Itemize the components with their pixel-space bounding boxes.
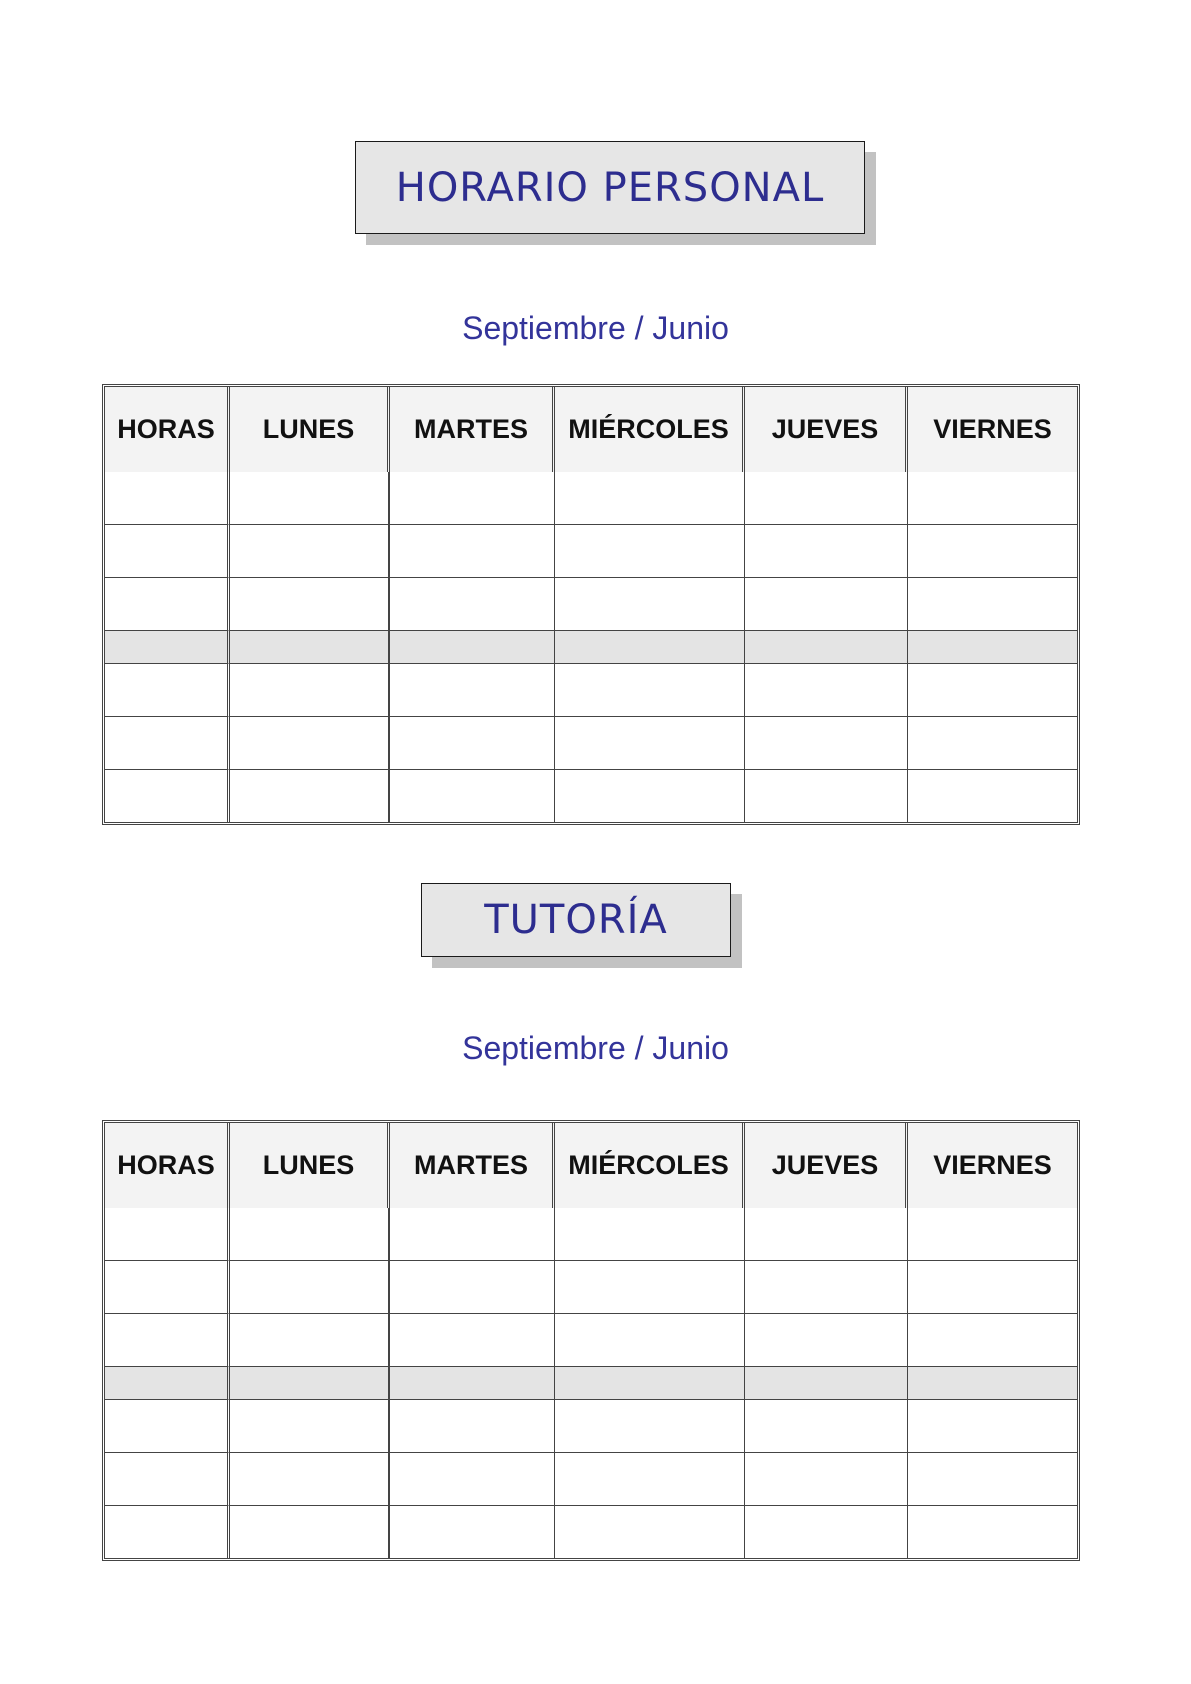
tutoria-period: Septiembre / Junio xyxy=(462,1030,729,1066)
horario-personal-table xyxy=(102,384,1080,825)
table-cell[interactable] xyxy=(908,664,1077,717)
table-cell[interactable] xyxy=(105,770,230,822)
table-cell[interactable] xyxy=(390,1506,555,1558)
table-cell[interactable] xyxy=(105,1400,230,1453)
table-cell[interactable] xyxy=(555,1400,745,1453)
table-cell[interactable] xyxy=(390,1208,555,1261)
table-cell[interactable] xyxy=(745,664,908,717)
header-viernes: VIERNES xyxy=(908,1123,1077,1208)
table-cell[interactable] xyxy=(555,472,745,525)
table-cell[interactable] xyxy=(230,717,390,770)
table-cell[interactable] xyxy=(908,1314,1077,1367)
table-cell xyxy=(105,1367,230,1400)
table-row xyxy=(105,664,1077,717)
table-cell[interactable] xyxy=(230,1453,390,1506)
table-cell[interactable] xyxy=(745,717,908,770)
break-row xyxy=(105,631,1077,664)
table-cell[interactable] xyxy=(105,1314,230,1367)
table-cell[interactable] xyxy=(105,1453,230,1506)
table-cell[interactable] xyxy=(555,525,745,578)
table-cell xyxy=(230,1367,390,1400)
table-cell[interactable] xyxy=(908,1261,1077,1314)
table-row xyxy=(105,770,1077,822)
table-cell[interactable] xyxy=(745,472,908,525)
table-cell[interactable] xyxy=(908,1453,1077,1506)
table-cell xyxy=(745,1367,908,1400)
table-cell[interactable] xyxy=(555,1208,745,1261)
table-cell[interactable] xyxy=(908,472,1077,525)
table-cell[interactable] xyxy=(908,525,1077,578)
table-cell[interactable] xyxy=(555,770,745,822)
table-cell[interactable] xyxy=(390,1261,555,1314)
table-cell xyxy=(390,631,555,664)
horario-personal-period: Septiembre / Junio xyxy=(462,310,729,346)
table-cell[interactable] xyxy=(745,578,908,631)
table-cell[interactable] xyxy=(555,717,745,770)
table-cell[interactable] xyxy=(908,1208,1077,1261)
header-jueves: JUEVES xyxy=(745,387,908,472)
table-row xyxy=(105,1314,1077,1367)
table-cell[interactable] xyxy=(230,525,390,578)
table-cell[interactable] xyxy=(230,578,390,631)
header-row xyxy=(105,1123,1077,1208)
header-horas: HORAS xyxy=(105,387,230,472)
table-cell[interactable] xyxy=(745,1261,908,1314)
table-cell[interactable] xyxy=(555,578,745,631)
header-jueves: JUEVES xyxy=(745,1123,908,1208)
table-cell xyxy=(555,1367,745,1400)
table-cell[interactable] xyxy=(555,1453,745,1506)
table-cell[interactable] xyxy=(745,1400,908,1453)
header-miercoles: MIÉRCOLES xyxy=(555,387,745,472)
header-row xyxy=(105,387,1077,472)
table-cell[interactable] xyxy=(745,1453,908,1506)
table-cell[interactable] xyxy=(908,1506,1077,1558)
table-cell[interactable] xyxy=(230,1261,390,1314)
horario-personal-title: HORARIO PERSONAL xyxy=(395,164,825,211)
table-cell[interactable] xyxy=(105,1208,230,1261)
table-cell[interactable] xyxy=(230,1314,390,1367)
table-cell xyxy=(230,631,390,664)
table-cell[interactable] xyxy=(390,770,555,822)
table-cell[interactable] xyxy=(390,472,555,525)
table-cell xyxy=(390,1367,555,1400)
table-cell[interactable] xyxy=(105,578,230,631)
table-row xyxy=(105,472,1077,525)
table-cell[interactable] xyxy=(390,578,555,631)
horario-personal-title-box xyxy=(355,141,865,234)
table-cell[interactable] xyxy=(230,1506,390,1558)
table-cell[interactable] xyxy=(745,1208,908,1261)
tutoria-title-box xyxy=(421,883,731,957)
table-cell[interactable] xyxy=(390,717,555,770)
table-cell[interactable] xyxy=(230,664,390,717)
table-cell xyxy=(745,631,908,664)
table-cell xyxy=(555,631,745,664)
table-cell[interactable] xyxy=(390,1400,555,1453)
table-cell[interactable] xyxy=(230,1400,390,1453)
table-cell[interactable] xyxy=(105,717,230,770)
table-cell[interactable] xyxy=(745,525,908,578)
header-miercoles: MIÉRCOLES xyxy=(555,1123,745,1208)
table-cell[interactable] xyxy=(390,1314,555,1367)
table-cell xyxy=(908,1367,1077,1400)
table-row xyxy=(105,1261,1077,1314)
header-horas: HORAS xyxy=(105,1123,230,1208)
table-cell[interactable] xyxy=(105,525,230,578)
table-cell[interactable] xyxy=(745,1506,908,1558)
table-cell[interactable] xyxy=(745,1314,908,1367)
table-cell[interactable] xyxy=(230,1208,390,1261)
header-lunes: LUNES xyxy=(230,1123,390,1208)
table-row xyxy=(105,1400,1077,1453)
table-row xyxy=(105,717,1077,770)
table-row xyxy=(105,525,1077,578)
header-martes: MARTES xyxy=(390,1123,555,1208)
table-row xyxy=(105,1208,1077,1261)
table-cell[interactable] xyxy=(908,770,1077,822)
table-row xyxy=(105,1453,1077,1506)
table-row xyxy=(105,1506,1077,1558)
header-lunes: LUNES xyxy=(230,387,390,472)
table-cell[interactable] xyxy=(555,1506,745,1558)
table-cell[interactable] xyxy=(230,472,390,525)
table-cell[interactable] xyxy=(555,1261,745,1314)
table-cell[interactable] xyxy=(745,770,908,822)
table-cell[interactable] xyxy=(555,1314,745,1367)
table-cell[interactable] xyxy=(105,472,230,525)
table-cell[interactable] xyxy=(908,717,1077,770)
table-cell[interactable] xyxy=(908,1400,1077,1453)
break-row xyxy=(105,1367,1077,1400)
tutoria-title: TUTORÍA xyxy=(484,897,668,943)
header-martes: MARTES xyxy=(390,387,555,472)
table-cell[interactable] xyxy=(105,1506,230,1558)
table-cell[interactable] xyxy=(555,664,745,717)
table-cell[interactable] xyxy=(390,1453,555,1506)
table-cell[interactable] xyxy=(390,525,555,578)
table-cell[interactable] xyxy=(230,770,390,822)
table-cell[interactable] xyxy=(908,578,1077,631)
header-viernes: VIERNES xyxy=(908,387,1077,472)
table-row xyxy=(105,578,1077,631)
table-cell[interactable] xyxy=(105,1261,230,1314)
table-cell xyxy=(908,631,1077,664)
table-cell[interactable] xyxy=(105,664,230,717)
tutoria-table xyxy=(102,1120,1080,1561)
table-cell xyxy=(105,631,230,664)
table-cell[interactable] xyxy=(390,664,555,717)
